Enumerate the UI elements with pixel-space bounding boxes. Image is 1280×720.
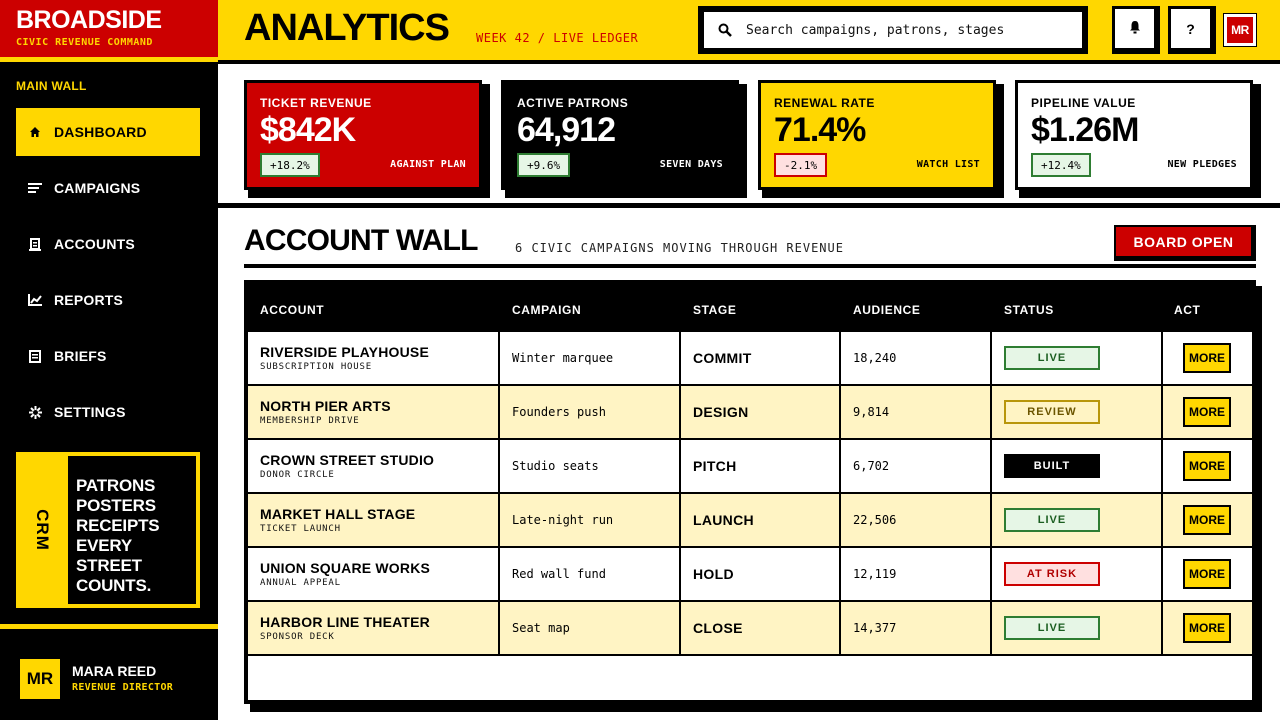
kpi-value: $1.26M [1031,111,1139,149]
status-badge: REVIEW [1004,400,1100,424]
column-header-campaign[interactable]: CAMPAIGN [512,303,582,317]
board-open-label: BOARD OPEN [1114,225,1253,258]
more-button[interactable]: MORE [1183,505,1231,535]
user-name: MARA REED [72,663,157,679]
section-subtitle: 6 CIVIC CAMPAIGNS MOVING THROUGH REVENUE [515,241,844,255]
column-header-account[interactable]: ACCOUNT [260,303,325,317]
stage-cell [681,602,841,654]
section-title: ACCOUNT WALL [244,224,478,257]
account-cell [248,548,500,600]
campaign-name: Studio seats [512,459,599,473]
promo-text: PATRONS POSTERS RECEIPTS EVERY STREET COUNTS. [76,476,160,595]
more-button[interactable]: MORE [1183,613,1231,643]
more-button[interactable]: MORE [1183,343,1231,373]
kpi-value: 64,912 [517,111,615,149]
status-badge: LIVE [1004,346,1100,370]
section-rule [244,264,1256,268]
campaign-name: Winter marquee [512,351,614,365]
crm-promo-card [16,452,200,608]
sidebar-item-settings[interactable] [16,388,200,436]
campaign-name: Red wall fund [512,567,606,581]
sidebar-item-campaigns[interactable] [16,164,200,212]
stage-cell [681,548,841,600]
board-open-button[interactable] [1114,225,1256,261]
action-cell [1163,548,1252,600]
kpi-note: AGAINST PLAN [390,159,466,170]
account-name[interactable]: MARKET HALL STAGE [260,506,416,522]
gear-icon [16,406,54,419]
more-button[interactable]: MORE [1183,559,1231,589]
stage-label: CLOSE [693,620,743,636]
page-subtitle: WEEK 42 / LIVE LEDGER [476,31,639,45]
sidebar-item-label: SETTINGS [54,404,126,420]
account-type: SUBSCRIPTION HOUSE [260,362,372,372]
sidebar-item-label: ACCOUNTS [54,236,135,252]
account-cell [248,332,500,384]
crm-badge: CRM [33,509,52,551]
kpi-note: WATCH LIST [916,159,980,170]
account-name[interactable]: NORTH PIER ARTS [260,398,391,414]
action-cell [1163,494,1252,546]
sidebar [0,0,218,720]
page-title: ANALYTICS [244,7,449,49]
kpi-delta: -2.1% [774,153,827,177]
account-name[interactable]: CROWN STREET STUDIO [260,452,435,468]
avatar[interactable]: MR [1224,14,1256,46]
audience-count: 9,814 [853,405,890,419]
action-cell [1163,602,1252,654]
audience-cell [841,494,992,546]
account-type: TICKET LAUNCH [260,524,341,534]
sidebar-item-label: DASHBOARD [54,124,147,140]
kpi-note: SEVEN DAYS [659,159,723,170]
sidebar-item-reports[interactable] [16,276,200,324]
account-type: ANNUAL APPEAL [260,578,341,588]
account-name[interactable]: HARBOR LINE THEATER [260,614,430,630]
table-row[interactable] [248,494,1252,548]
campaign-cell [500,494,681,546]
campaign-cell [500,440,681,492]
user-role: REVENUE DIRECTOR [72,682,174,693]
account-cell [248,602,500,654]
table-row[interactable] [248,548,1252,602]
kpi-delta: +18.2% [260,153,320,177]
action-cell [1163,386,1252,438]
stage-label: DESIGN [693,404,749,420]
kpi-card-pipeline-value [1015,80,1257,194]
stage-label: PITCH [693,458,737,474]
table-row[interactable] [248,386,1252,440]
campaign-cell [500,548,681,600]
more-button[interactable]: MORE [1183,397,1231,427]
audience-cell [841,332,992,384]
brand-tagline: CIVIC REVENUE COMMAND [16,37,153,48]
campaign-name: Seat map [512,621,570,635]
brand-name: BROADSIDE [16,6,162,34]
stage-cell [681,386,841,438]
notifications-button[interactable] [1112,6,1160,54]
campaign-name: Founders push [512,405,606,419]
brand-block[interactable] [0,0,218,62]
kpi-label: RENEWAL RATE [774,96,875,110]
account-type: DONOR CIRCLE [260,470,335,480]
kpi-card-ticket-revenue [244,80,486,194]
kpi-card-active-patrons [501,80,743,194]
stage-cell [681,494,841,546]
sidebar-item-label: REPORTS [54,292,124,308]
home-icon [16,126,54,138]
sidebar-item-dashboard[interactable] [16,108,200,156]
status-badge: LIVE [1004,616,1100,640]
audience-count: 18,240 [853,351,897,365]
audience-count: 14,377 [853,621,897,635]
list-icon [16,182,54,194]
campaign-cell [500,332,681,384]
help-icon: ? [1171,9,1210,48]
more-button[interactable]: MORE [1183,451,1231,481]
status-cell [992,386,1163,438]
audience-count: 22,506 [853,513,897,527]
audience-cell [841,548,992,600]
kpi-value: 71.4% [774,111,866,149]
sidebar-item-label: BRIEFS [54,348,107,364]
stage-label: HOLD [693,566,734,582]
account-cell [248,440,500,492]
account-type: MEMBERSHIP DRIVE [260,416,360,426]
audience-count: 12,119 [853,567,897,581]
sidebar-item-accounts[interactable] [16,220,200,268]
table-row[interactable] [248,440,1252,494]
campaign-name: Late-night run [512,513,614,527]
kpi-label: PIPELINE VALUE [1031,96,1136,110]
audience-count: 6,702 [853,459,890,473]
search-input[interactable] [746,23,1066,38]
table-row[interactable] [248,332,1252,386]
avatar: MR [20,659,60,699]
audience-cell [841,386,992,438]
account-table [244,280,1260,712]
kpi-note: NEW PLEDGES [1167,159,1237,170]
account-cell [248,494,500,546]
nav-heading: MAIN WALL [16,79,87,93]
action-cell [1163,332,1252,384]
kpi-card-renewal-rate [758,80,1000,194]
column-header-status[interactable]: STATUS [1004,303,1054,317]
table-row[interactable] [248,602,1252,656]
kpi-value: $842K [260,111,356,149]
chart-line-icon [16,294,54,306]
user-profile[interactable] [0,624,218,720]
status-cell [992,548,1163,600]
kpi-label: TICKET REVENUE [260,96,372,110]
status-cell [992,332,1163,384]
building-icon [16,238,54,251]
column-header-act: ACT [1174,303,1201,317]
sidebar-item-briefs[interactable] [16,332,200,380]
audience-cell [841,440,992,492]
account-cell [248,386,500,438]
account-name[interactable]: UNION SQUARE WORKS [260,560,431,576]
status-badge: AT RISK [1004,562,1100,586]
column-header-stage[interactable]: STAGE [693,303,737,317]
stage-label: LAUNCH [693,512,754,528]
sidebar-item-label: CAMPAIGNS [54,180,141,196]
search-box [698,6,1088,54]
account-name[interactable]: RIVERSIDE PLAYHOUSE [260,344,429,360]
kpi-label: ACTIVE PATRONS [517,96,629,110]
top-bar [218,0,1280,64]
stage-cell [681,440,841,492]
kpi-delta: +9.6% [517,153,570,177]
help-button[interactable] [1168,6,1216,54]
campaign-cell [500,386,681,438]
audience-cell [841,602,992,654]
status-cell [992,602,1163,654]
table-header [248,284,1252,332]
document-icon [16,350,54,363]
account-type: SPONSOR DECK [260,632,335,642]
action-cell [1163,440,1252,492]
stage-cell [681,332,841,384]
search-icon [704,23,746,37]
kpi-delta: +12.4% [1031,153,1091,177]
column-header-audience[interactable]: AUDIENCE [853,303,921,317]
status-badge: LIVE [1004,508,1100,532]
bell-icon [1129,20,1141,37]
stage-label: COMMIT [693,350,752,366]
section-divider [218,203,1280,208]
status-badge: BUILT [1004,454,1100,478]
status-cell [992,494,1163,546]
campaign-cell [500,602,681,654]
status-cell [992,440,1163,492]
